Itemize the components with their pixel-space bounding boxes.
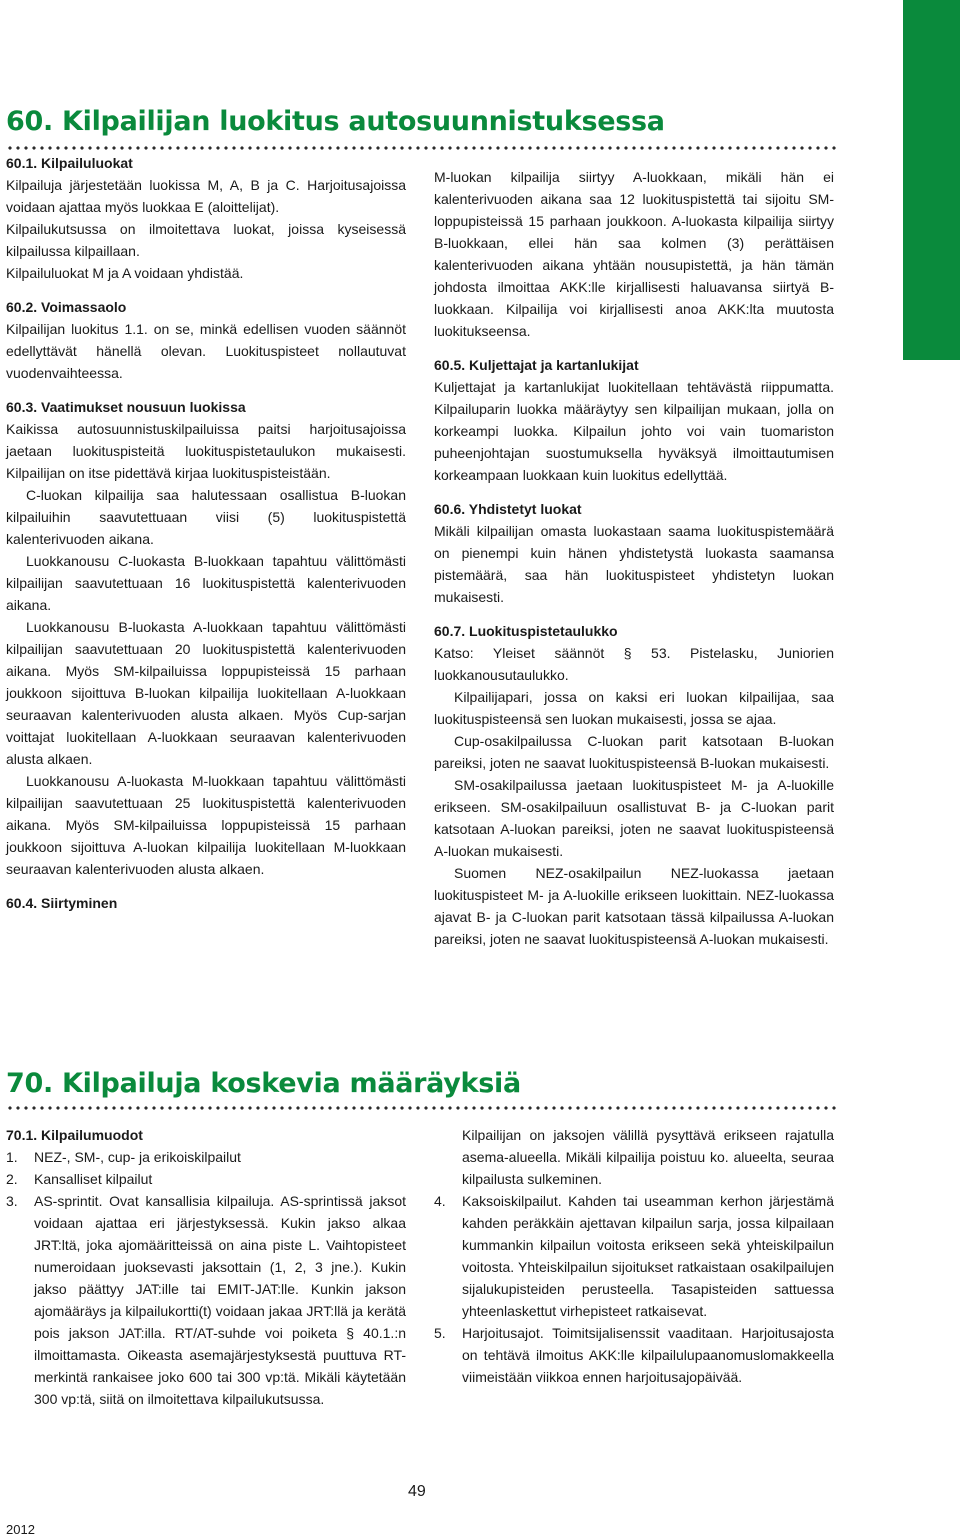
paragraph: Kaikissa autosuunnistuskilpailuissa paitsi harjoitusajoissa jaetaan luokituspisteitä luokituspistetaulukon mukaisesti. Kilpailijan on itse pidettävä kirjaa luokituspisteistään. <box>6 421 406 481</box>
paragraph: M-luokan kilpailija siirtyy A-luokkaan, mikäli hän ei kalenterivuoden aikana saa 12 luokituspistettä tai sijoitu SM-loppupisteissä 15 parhaan joukkoon. A-luokasta kilpailija siirtyy B-luokkaan, ellei hän saa kolmen (3) perättäisen kalenterivuoden aikana yhtään nousupistettä, ja hän tämän johdosta ilmoittaa AKK:lle kirjallisesti haluavansa siirtyä B-luokkaan. Kilpailija voi kirjallisesti anoa AKK:lta muutosta luokitukseensa. <box>434 169 834 339</box>
section-70-right-column <box>434 1124 834 1388</box>
heading-60-7: 60.7. Luokituspistetaulukko <box>434 623 618 639</box>
list-text: Kilpailijan on jaksojen välillä pysyttävä erikseen rajatulla asema-alueella. Mikäli kilpailija poistuu ko. alueelta, seuraa kilpailusta sulkeminen. <box>462 1127 834 1187</box>
heading-60-3: 60.3. Vaatimukset nousuun luokissa <box>6 399 246 415</box>
page-number: 49 <box>408 1483 426 1500</box>
section-60-left-column <box>6 152 406 914</box>
paragraph: Mikäli kilpailijan omasta luokastaan saama luokituspistemäärä on pienempi kuin hänen yhdistetystä luokasta saamansa pistemäärä, saa hän luokituspisteet yhdistetyn luokan mukaisesti. <box>434 523 834 605</box>
heading-60-1: 60.1. Kilpailuluokat <box>6 155 133 171</box>
paragraph: Kilpailijapari, jossa on kaksi eri luokan kilpailijaa, saa luokituspisteensä sen luokan mukaisesti, jossa se ajaa. <box>434 689 834 727</box>
paragraph: SM-osakilpailussa jaetaan luokituspisteet M- ja A-luokille erikseen. SM-osakilpailuun osallistuvat B- ja C-luokan parit katsotaan A-luokan pareiksi, joten ne saavat luokituspisteensä A-luokan mukaisesti. <box>434 777 834 859</box>
paragraph: Suomen NEZ-osakilpailun NEZ-luokassa jaetaan luokituspisteet M- ja A-luokille erikseen luokittain. NEZ-luokassa ajavat B- ja C-luokan parit katsotaan tässä kilpailussa A-luokan pareiksi, joten ne saavat luokituspisteensä A-luokan mukaisesti. <box>434 865 834 947</box>
list-number: 2. <box>6 1171 18 1187</box>
list-text: AS-sprintit. Ovat kansallisia kilpailuja. AS-sprintissä jaksot voidaan ajattaa eri järjestyksessä. Kukin jakso alkaa JRT:ltä, joka ajomääritteissä on aina piste L. Vaihtopisteet numeroidaan juoksevasti jaksottain (1, 2, 3 jne.). Kukin jakso päättyy JAT:ille tai EMIT-JAT:lle. Kunkin jakson ajomääräys ja kilpailukortti(t) voidaan jakaa JRT:llä ja kerätä pois jakson JAT:illa. RT/AT-suhde voi poiketa § 40.1.:n ilmoittamasta. Oikeasta asemajärjestyksestä puuttuva RT-merkintä rankaisee joko 600 tai 300 vp:tä. Mikäli käytetään 300 vp:tä, siitä on ilmoitettava kilpailukutsussa. <box>34 1193 406 1407</box>
list-number: 5. <box>434 1325 446 1341</box>
section-70-left-column <box>6 1124 406 1410</box>
paragraph: C-luokan kilpailija saa halutessaan osallistua B-luokan kilpailuihin saavutettuaan viisi (5) luokituspistettä kalenterivuoden aikana. <box>6 487 406 547</box>
section-60-title: 60. Kilpailijan luokitus autosuunnistuksessa <box>6 106 665 137</box>
list-item <box>6 1190 406 1410</box>
list-item <box>6 1146 406 1168</box>
list-text: Kansalliset kilpailut <box>34 1171 153 1187</box>
section-70-title: 70. Kilpailuja koskevia määräyksiä <box>6 1068 521 1099</box>
heading-60-4: 60.4. Siirtyminen <box>6 895 118 911</box>
list-text: NEZ-, SM-, cup- ja erikoiskilpailut <box>34 1149 241 1165</box>
list-item <box>434 1124 834 1190</box>
list-number <box>434 1124 462 1190</box>
paragraph: Kilpailukutsussa on ilmoitettava luokat, joissa kyseisessä kilpailussa kilpaillaan. <box>6 221 406 259</box>
paragraph: Kilpailuja järjestetään luokissa M, A, B ja C. Harjoitusajoissa voidaan ajattaa myös luokkaa E (aloittelijat). <box>6 177 406 215</box>
paragraph: Kuljettajat ja kartanlukijat luokitellaan tehtävästä riippumatta. Kilpailuparin luokka määräytyy sen kilpailijan mukaan, jolla on korkeampi luokka. Kilpailun johto voi vain tuomariston puheenjohtajan suostumuksella hyväksyä ilmoittautumisen korkeampaan luokkaan kuin luokitus edellyttää. <box>434 379 834 483</box>
dotted-rule <box>6 146 836 150</box>
list-text: Harjoitusajot. Toimitsijalisenssit vaaditaan. Harjoitusajosta on tehtävä ilmoitus AKK:lle kilpailulupaanomuslomakkeella viimeistään viikkoa ennen harjoitusajopäivää. <box>462 1325 834 1385</box>
heading-60-6: 60.6. Yhdistetyt luokat <box>434 501 582 517</box>
green-edge-tab <box>903 0 960 360</box>
heading-60-2: 60.2. Voimassaolo <box>6 299 127 315</box>
list-text: Kaksoiskilpailut. Kahden tai useamman kerhon järjestämä kahden peräkkäin ajettavan kilpailun sarja, jossa kilpailaan kummankin kilpailun voitosta erikseen sekä yhteiskilpailun voitosta. Yhteiskilpailun sijoitukset ratkaistaan osakilpailujen sijalukupisteiden perusteella. Tasapisteiden sattuessa yhteenlaskettut virhepisteet ratkaisevat. <box>462 1193 834 1319</box>
paragraph: Cup-osakilpailussa C-luokan parit katsotaan B-luokan pareiksi, joten ne saavat luokituspisteensä B-luokan mukaisesti. <box>434 733 834 771</box>
list-item <box>434 1190 834 1322</box>
list-number: 1. <box>6 1149 18 1165</box>
list-number: 4. <box>434 1193 446 1209</box>
paragraph: Kilpailuluokat M ja A voidaan yhdistää. <box>6 265 244 281</box>
paragraph: Katso: Yleiset säännöt § 53. Pistelasku, Juniorien luokkanousutaulukko. <box>434 645 834 683</box>
list-item <box>434 1322 834 1388</box>
heading-70-1: 70.1. Kilpailumuodot <box>6 1127 143 1143</box>
list-item <box>6 1168 406 1190</box>
paragraph: Luokkanousu A-luokasta M-luokkaan tapahtuu välittömästi kilpailijan saavutettuaan 25 luokituspistettä kalenterivuoden aikana. Myös SM-kilpailuissa loppupisteissä 15 parhaan joukkoon sijoittuva A-luokan kilpailija luokitellaan M-luokkaan seuraavan kalenterivuoden alusta alkaen. <box>6 773 406 877</box>
competition-types-list <box>6 1146 406 1410</box>
section-60-right-column <box>434 166 834 950</box>
heading-60-5: 60.5. Kuljettajat ja kartanlukijat <box>434 357 639 373</box>
dotted-rule <box>6 1106 836 1110</box>
competition-types-list-continued <box>434 1124 834 1388</box>
year-label: 2012 <box>6 1522 35 1537</box>
paragraph: Kilpailijan luokitus 1.1. on se, minkä edellisen vuoden säännöt edellyttävät hänellä olevan. Luokituspisteet nollautuvat vuodenvaihteessa. <box>6 321 406 381</box>
paragraph: Luokkanousu B-luokasta A-luokkaan tapahtuu välittömästi kilpailijan saavutettuaan 20 luokituspistettä kalenterivuoden aikana. Myös SM-kilpailuissa loppupisteissä 15 parhaan joukkoon sijoittuva B-luokan kilpailija luokitellaan A-luokkaan seuraavan kalenterivuoden alusta alkaen. Myös Cup-sarjan voittajat luokitellaan A-luokkaan seuraavan kalenterivuoden alusta alkaen. <box>6 619 406 767</box>
paragraph: Luokkanousu C-luokasta B-luokkaan tapahtuu välittömästi kilpailijan saavutettuaan 16 luokituspistettä kalenterivuoden aikana. <box>6 553 406 613</box>
list-number: 3. <box>6 1193 18 1209</box>
